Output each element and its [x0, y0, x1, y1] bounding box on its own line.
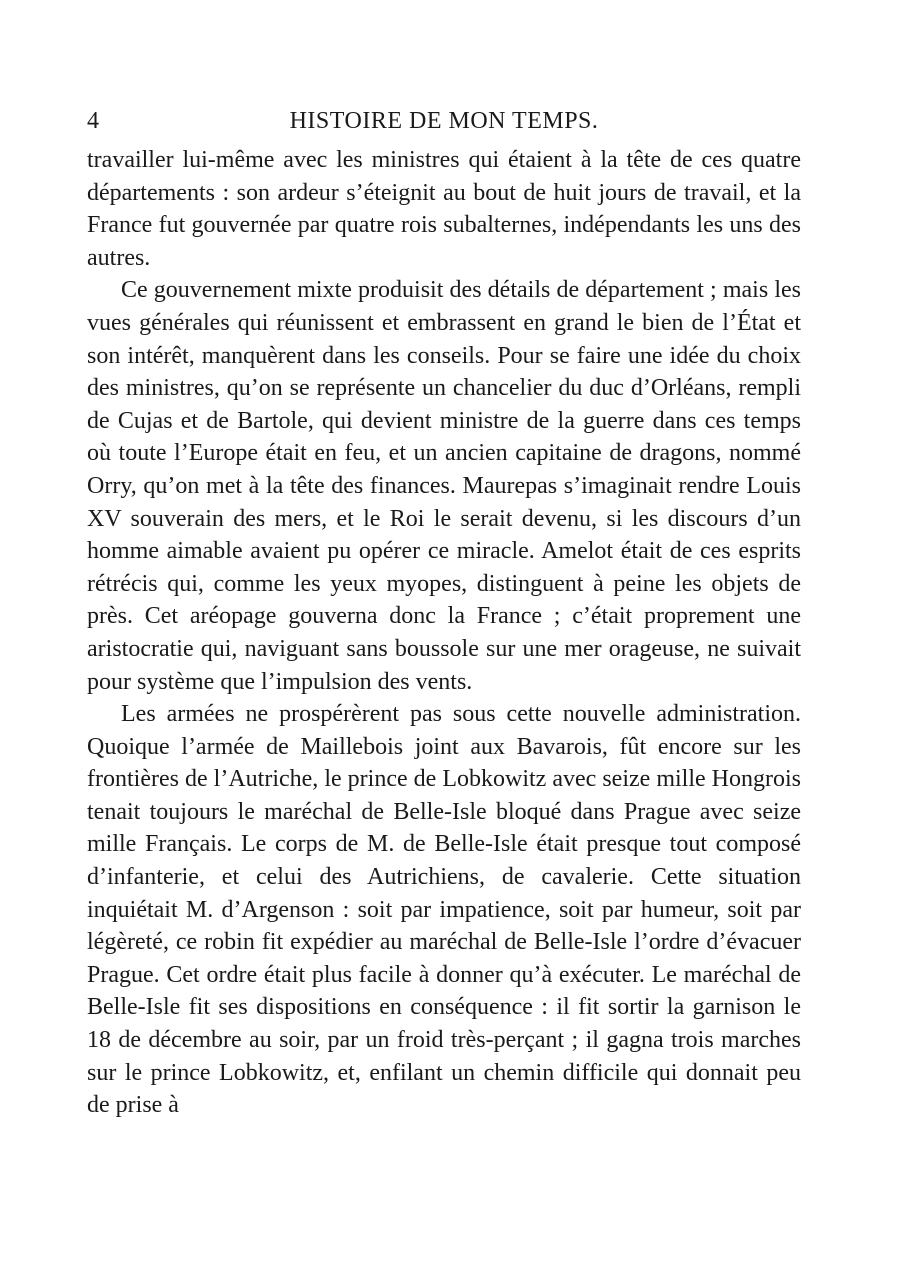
paragraph: Ce gouvernement mixte produisit des détails de département ; mais les vues générales qui réunissent et embrassent en grand le bien de l’État et son intérêt, manquèrent dans les conseils. Pour se faire une idée du choix des ministres, qu’on se représente un chancelier du duc d’Orléans, rempli de Cujas et de Bartole, qui devient ministre de la guerre dans ces temps où toute l’Europe était en feu, et un ancien capitaine de dragons, nommé Orry, qu’on met à la tête des finances. Maurepas s’imaginait rendre Louis XV souverain des mers, et le Roi le serait devenu, si les discours d’un homme aimable avaient pu opérer ce miracle. Amelot était de ces esprits rétrécis qui, comme les yeux myopes, distinguent à peine les objets de près. Cet aréopage gouverna donc la France ; c’était proprement une aristocratie qui, naviguant sans boussole sur une mer orageuse, ne suivait pour système que l’impulsion des vents.: [87, 277, 801, 695]
book-page: [87, 104, 801, 1122]
body-text: [87, 144, 801, 1122]
page-number: 4: [87, 108, 99, 134]
paragraph: Les armées ne prospérèrent pas sous cette nouvelle administration. Quoique l’armée de Maillebois joint aux Bavarois, fût encore sur les frontières de l’Autriche, le prince de Lobkowitz avec seize mille Hongrois tenait toujours le maréchal de Belle-Isle bloqué dans Prague avec seize mille Français. Le corps de M. de Belle-Isle était presque tout composé d’infanterie, et celui des Autrichiens, de cavalerie. Cette situation inquiétait M. d’Argenson : soit par impatience, soit par humeur, soit par légèreté, ce robin fit expédier au maréchal de Belle-Isle l’ordre d’évacuer Prague. Cet ordre était plus facile à donner qu’à exécuter. Le maréchal de Belle-Isle fit ses dispositions en conséquence : il fit sortir la garnison le 18 de décembre au soir, par un froid très-perçant ; il gagna trois marches sur le prince Lobkowitz, et, enfilant un chemin difficile qui donnait peu de prise à: [87, 701, 801, 1119]
page-header: [87, 104, 801, 138]
running-title: HISTOIRE DE MON TEMPS.: [289, 108, 599, 134]
paragraph-continuation: travailler lui-même avec les ministres qui étaient à la tête de ces quatre départements : son ardeur s’éteignit au bout de huit jours de travail, et la France fut gouvernée par quatre rois subalternes, indépendants les uns des autres.: [87, 147, 801, 271]
